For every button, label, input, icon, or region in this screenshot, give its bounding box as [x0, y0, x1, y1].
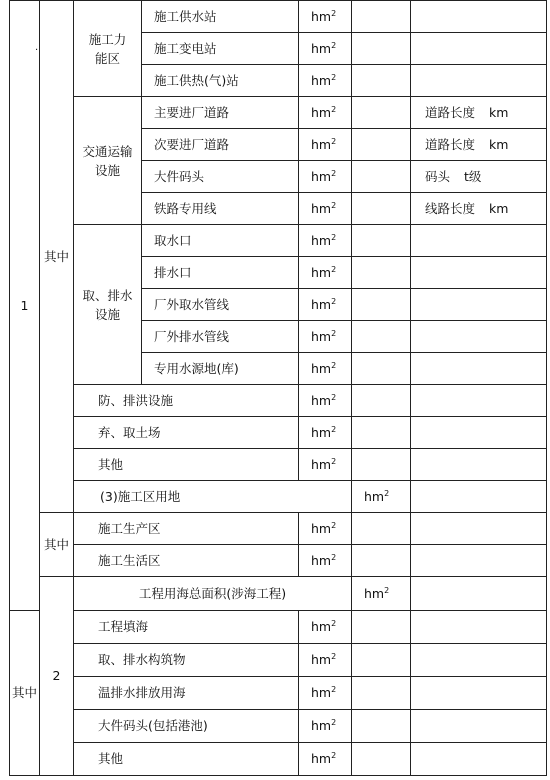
- value-cell: [352, 33, 411, 65]
- table-row: [10, 743, 547, 776]
- item-name: 施工供热(气)站: [142, 65, 299, 97]
- value-cell: [352, 321, 411, 353]
- unit-cell: $hm^2$: [299, 353, 352, 385]
- item-name: 其他: [74, 743, 299, 776]
- unit-cell: $hm^2$: [299, 289, 352, 321]
- table-row: [10, 225, 547, 257]
- item-name: 铁路专用线: [142, 193, 299, 225]
- item-name: 工程填海: [74, 611, 299, 644]
- table-row: [10, 1, 547, 33]
- land-use-table: [9, 0, 547, 776]
- item-name: 温排水排放用海: [74, 677, 299, 710]
- value-cell: [352, 257, 411, 289]
- unit-cell: $hm^2$: [299, 257, 352, 289]
- seq-number-2: 2: [40, 577, 74, 776]
- note-cell: [411, 225, 547, 257]
- item-name: 防、排洪设施: [74, 385, 299, 417]
- note-cell: [411, 611, 547, 644]
- value-cell: [352, 417, 411, 449]
- unit-cell: $hm^2$: [299, 417, 352, 449]
- value-cell: [352, 611, 411, 644]
- item-name: 取、排水构筑物: [74, 644, 299, 677]
- note-cell: 道路长度 km: [411, 129, 547, 161]
- item-name: 专用水源地(库): [142, 353, 299, 385]
- note-cell: [411, 321, 547, 353]
- value-cell: [352, 193, 411, 225]
- value-cell: [352, 513, 411, 545]
- qizhong-label: 其中: [10, 611, 40, 776]
- qizhong-label: 其中: [40, 513, 74, 577]
- note-cell: [411, 513, 547, 545]
- item-name: 弃、取土场: [74, 417, 299, 449]
- item-name: 施工生活区: [74, 545, 299, 577]
- value-cell: [352, 289, 411, 321]
- value-cell: [352, 449, 411, 481]
- note-cell: [411, 65, 547, 97]
- item-name: 施工生产区: [74, 513, 299, 545]
- unit-cell: $hm^2$: [299, 677, 352, 710]
- item-name: 主要进厂道路: [142, 97, 299, 129]
- table-row: [10, 97, 547, 129]
- item-name: 排水口: [142, 257, 299, 289]
- value-cell: [352, 710, 411, 743]
- table-row: [10, 677, 547, 710]
- item-name: 施工变电站: [142, 33, 299, 65]
- table-row: [10, 385, 547, 417]
- note-cell: [411, 743, 547, 776]
- value-cell: [352, 677, 411, 710]
- note-cell: [411, 385, 547, 417]
- table-row: [10, 577, 547, 611]
- value-cell: [352, 225, 411, 257]
- value-cell: [352, 385, 411, 417]
- item-name: 施工供水站: [142, 1, 299, 33]
- note-cell: [411, 677, 547, 710]
- unit-cell: $hm^2$: [299, 97, 352, 129]
- seq-number-1: 1: [10, 1, 40, 611]
- note-cell: 线路长度 km: [411, 193, 547, 225]
- value-cell: [352, 743, 411, 776]
- note-cell: 道路长度 km: [411, 97, 547, 129]
- table-row: [10, 449, 547, 481]
- item-name: 厂外排水管线: [142, 321, 299, 353]
- note-cell: [411, 289, 547, 321]
- group-traffic-label: 交通运输设施: [74, 97, 142, 225]
- value-cell: [411, 481, 547, 513]
- unit-cell: $hm^2$: [299, 513, 352, 545]
- table-row: [10, 417, 547, 449]
- table-row: [10, 513, 547, 545]
- note-cell: [411, 33, 547, 65]
- item-name: 次要进厂道路: [142, 129, 299, 161]
- unit-cell: $hm^2$: [299, 65, 352, 97]
- unit-cell: $hm^2$: [299, 321, 352, 353]
- group-power-label: 施工力能区: [74, 1, 142, 97]
- value-cell: [352, 129, 411, 161]
- unit-cell: $hm^2$: [299, 33, 352, 65]
- value-cell: [352, 1, 411, 33]
- table-row: [10, 545, 547, 577]
- note-cell: [411, 710, 547, 743]
- unit-cell: $hm^2$: [299, 385, 352, 417]
- group-water-label: 取、排水设施: [74, 225, 142, 385]
- value-cell: [352, 161, 411, 193]
- item-name: 其他: [74, 449, 299, 481]
- value-cell: [352, 644, 411, 677]
- construction-area-label: (3)施工区用地: [74, 481, 352, 513]
- item-name: 取水口: [142, 225, 299, 257]
- value-cell: [352, 65, 411, 97]
- unit-cell: $hm^2$: [299, 545, 352, 577]
- value-cell: [352, 97, 411, 129]
- unit-cell: $hm^2$: [352, 577, 411, 611]
- table-row: [10, 644, 547, 677]
- sea-total-label: 工程用海总面积(涉海工程): [74, 577, 352, 611]
- unit-cell: $hm^2$: [299, 449, 352, 481]
- note-cell: [411, 257, 547, 289]
- note-cell: [411, 1, 547, 33]
- note-cell: [411, 644, 547, 677]
- unit-cell: $hm^2$: [299, 743, 352, 776]
- note-cell: [411, 449, 547, 481]
- note-cell: [411, 545, 547, 577]
- table-row: [10, 611, 547, 644]
- item-name: 厂外取水管线: [142, 289, 299, 321]
- unit-cell: $hm^2$: [299, 1, 352, 33]
- item-name: 大件码头(包括港池): [74, 710, 299, 743]
- stray-dot-mark: ·: [35, 45, 39, 56]
- value-cell: [352, 545, 411, 577]
- value-cell: [411, 577, 547, 611]
- unit-cell: $hm^2$: [299, 611, 352, 644]
- item-name: 大件码头: [142, 161, 299, 193]
- qizhong-label: 其中: [40, 1, 74, 513]
- unit-cell: $hm^2$: [299, 129, 352, 161]
- unit-cell: $hm^2$: [299, 644, 352, 677]
- unit-cell: $hm^2$: [299, 225, 352, 257]
- table-row: [10, 481, 547, 513]
- unit-cell: $hm^2$: [299, 710, 352, 743]
- value-cell: [352, 353, 411, 385]
- note-cell: [411, 353, 547, 385]
- unit-cell: $hm^2$: [299, 193, 352, 225]
- note-cell: 码头 t级: [411, 161, 547, 193]
- unit-cell: $hm^2$: [299, 161, 352, 193]
- table-row: [10, 710, 547, 743]
- note-cell: [411, 417, 547, 449]
- unit-cell: $hm^2$: [352, 481, 411, 513]
